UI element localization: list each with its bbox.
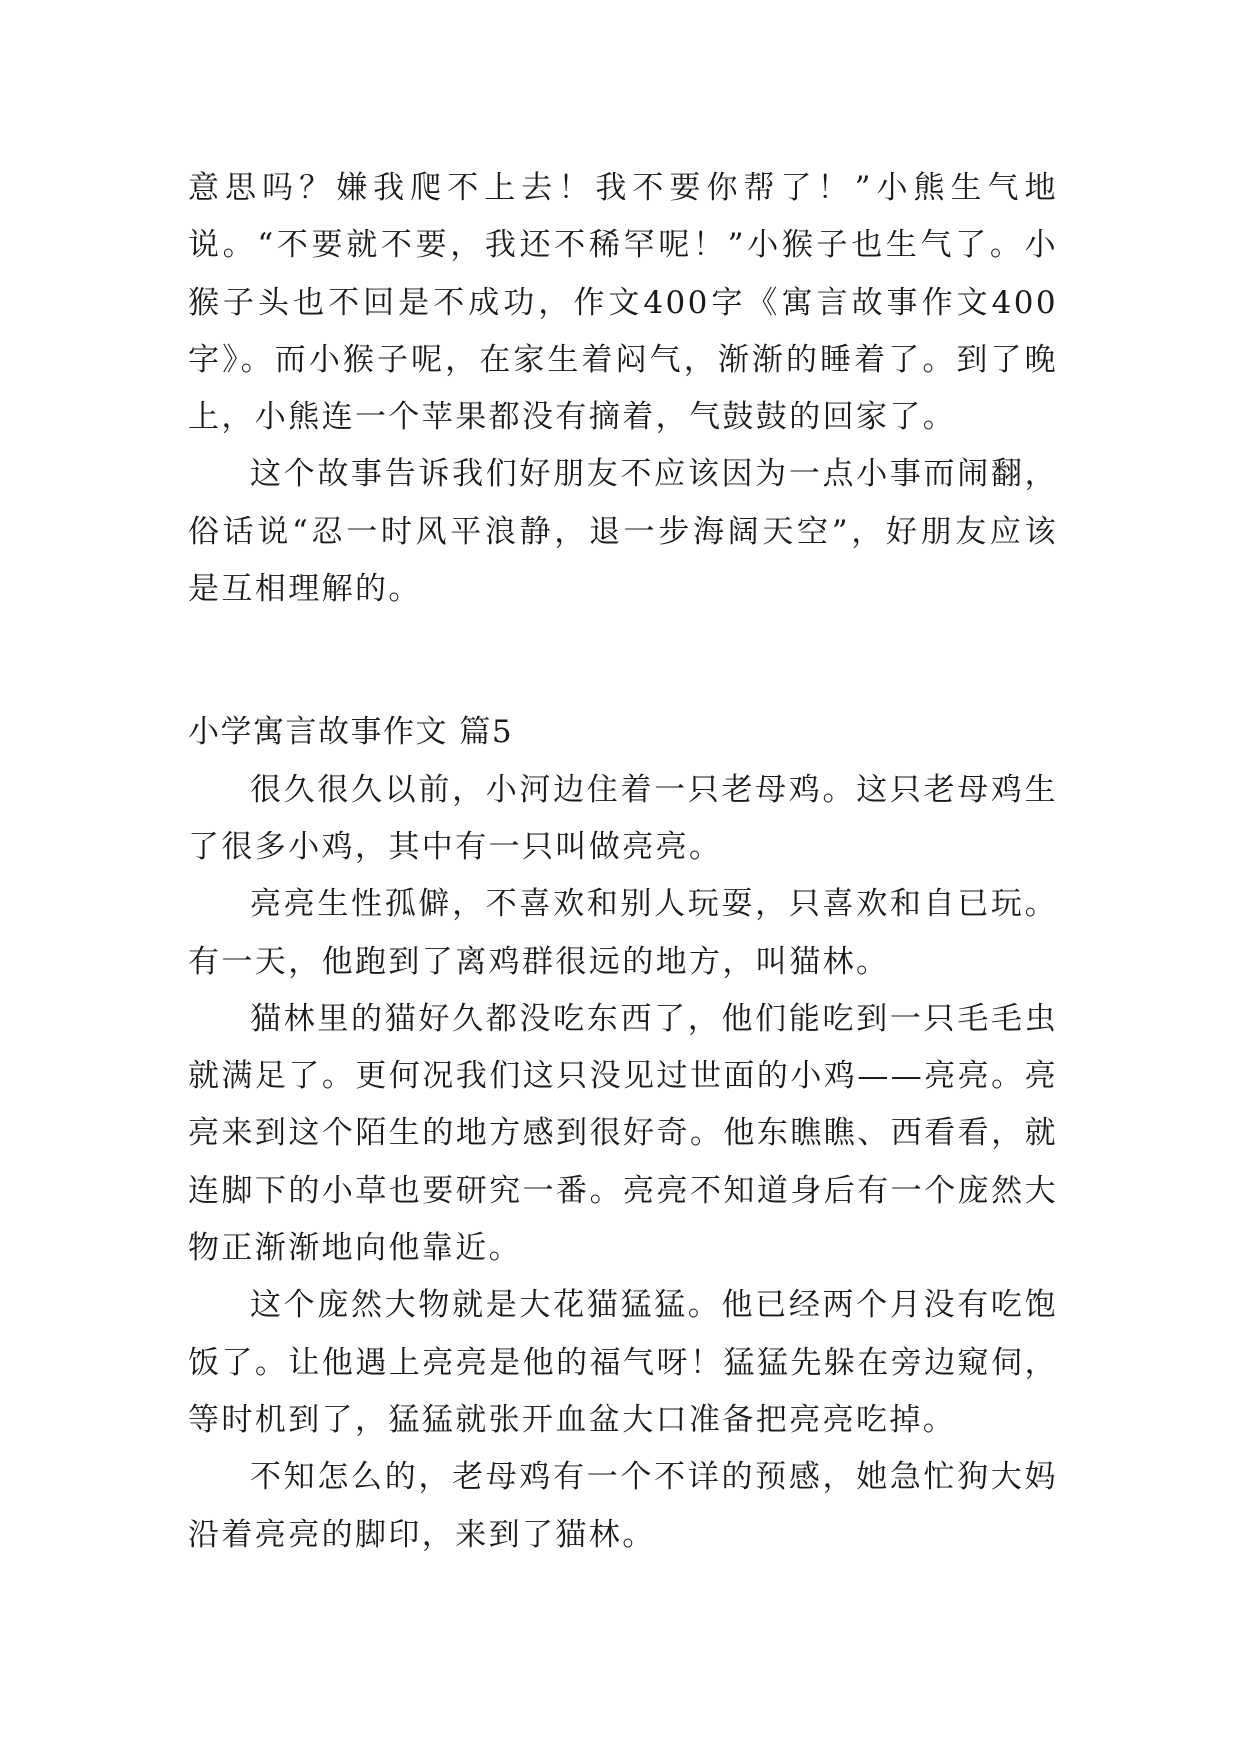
paragraph-2: 亮亮生性孤僻，不喜欢和别人玩耍，只喜欢和自已玩。有一天，他跑到了离鸡群很远的地方，叫猫林。 [188, 886, 1058, 980]
paragraph-continuation: 意思吗？嫌我爬不上去！我不要你帮了！”小熊生气地说。“不要就不要，我还不稀罕呢！”小猴子也生气了。小猴子头也不回是不成功，作文400字《寓言故事作文400字》。而小猴子呢，在家生着闷气，渐渐的睡着了。到了晚上，小熊连一个苹果都没有摘着，气鼓鼓的回家了。 [188, 170, 1058, 436]
section-heading: 小学寓言故事作文 篇5 [188, 714, 514, 751]
paragraph-5: 不知怎么的，老母鸡有一个不详的预感，她急忙狗大妈沿着亮亮的脚印，来到了猫林。 [188, 1459, 1058, 1553]
section-gap [188, 618, 1058, 704]
paragraph-moral: 这个故事告诉我们好朋友不应该因为一点小事而闹翻，俗话说“忍一时风平浪静，退一步海阔天空”，好朋友应该是互相理解的。 [188, 456, 1058, 608]
paragraph-3: 猫林里的猫好久都没吃东西了，他们能吃到一只毛毛虫就满足了。更何况我们这只没见过世面的小鸡——亮亮。亮亮来到这个陌生的地方感到很好奇。他东瞧瞧、西看看，就连脚下的小草也要研究一番。亮亮不知道身后有一个庞然大物正渐渐地向他靠近。 [188, 1000, 1058, 1267]
paragraph-1: 很久很久以前，小河边住着一只老母鸡。这只老母鸡生了很多小鸡，其中有一只叫做亮亮。 [188, 771, 1058, 865]
paragraph-4: 这个庞然大物就是大花猫猛猛。他已经两个月没有吃饱饭了。让他遇上亮亮是他的福气呀！猛猛先躲在旁边窥伺，等时机到了，猛猛就张开血盆大口准备把亮亮吃掉。 [188, 1287, 1058, 1438]
text-column [188, 160, 1058, 1564]
